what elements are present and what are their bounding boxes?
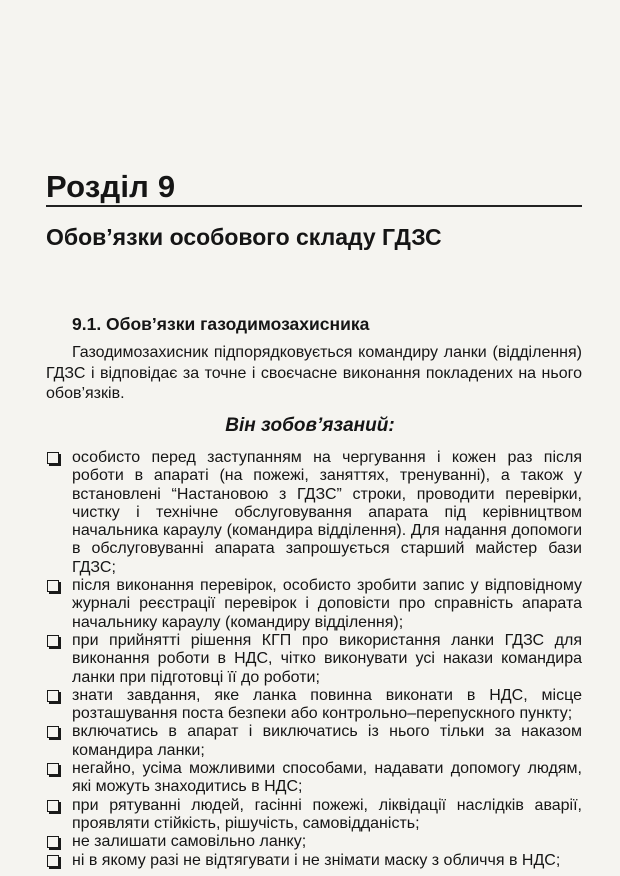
list-item-text: негайно, усіма можливими способами, надавати допомогу людям, які можуть знаходитись в НДС; xyxy=(72,760,582,796)
duties-list xyxy=(46,449,582,870)
list-item xyxy=(46,760,582,797)
list-item-text: включатись в апарат і виключатись із нього тільки за наказом командира ланки; xyxy=(72,723,582,759)
list-item xyxy=(46,852,582,870)
list-item xyxy=(46,723,582,760)
chapter-subtitle: Обов’язки особового складу ГДЗС xyxy=(46,224,442,250)
section-title: 9.1. Обов’язки газодимозахисника xyxy=(72,314,370,334)
checkbox-bullet-icon xyxy=(47,855,59,867)
checkbox-bullet-icon xyxy=(47,635,59,647)
list-item xyxy=(46,632,582,687)
list-item-text: при прийнятті рішення КГП про використання ланки ГДЗС для виконання роботи в НДС, чітко виконувати усі накази командира ланки при підготовці її до роботи; xyxy=(72,631,582,686)
list-item xyxy=(46,797,582,834)
list-item xyxy=(46,687,582,724)
checkbox-bullet-icon xyxy=(47,763,59,775)
list-item-text: особисто перед заступанням на чергування і кожен раз після роботи в апараті (на пожежі, заняттях, тренуванні), а також у встановлені “Настановою з ГДЗС” строки, проводити перевірки, чистку і технічне обслуговування апарата під керівництвом начальника караулу (командира відділення). Для надання допомоги в обслуговуванні апарата запрошується старший майстер бази ГДЗС; xyxy=(72,449,582,576)
checkbox-bullet-icon xyxy=(47,726,59,738)
checkbox-bullet-icon xyxy=(47,800,59,812)
checkbox-bullet-icon xyxy=(47,836,59,848)
list-item-text: не залишати самовільно ланку; xyxy=(72,833,307,851)
list-item-text: знати завдання, яке ланка повинна виконати в НДС, місце розташування поста безпеки або контрольно–перепускного пункту; xyxy=(72,686,582,723)
obliged-heading: Він зобов’язаний: xyxy=(225,415,395,436)
intro-paragraph: Газодимозахисник підпорядковується командиру ланки (відділення) ГДЗС і відповідає за точне і своєчасне виконання покладених на нього обов’язків. xyxy=(46,344,582,402)
list-item-text: після виконання перевірок, особисто зробити запис у відповідному журналі реєстрації перевірок і доповісти про справність апарата начальнику караулу (командиру відділення); xyxy=(72,577,582,631)
list-item-text: при рятуванні людей, гасінні пожежі, ліквідації наслідків аварії, проявляти стійкість, рішучість, самовідданість; xyxy=(72,796,582,832)
list-item-text: ні в якому разі не відтягувати і не знімати маску з обличчя в НДС; xyxy=(72,851,561,869)
list-item xyxy=(46,577,582,632)
list-item xyxy=(46,449,582,577)
checkbox-bullet-icon xyxy=(47,452,59,464)
checkbox-bullet-icon xyxy=(47,690,59,702)
list-item xyxy=(46,833,582,851)
chapter-title: Розділ 9 xyxy=(46,169,176,204)
chapter-divider xyxy=(46,205,582,207)
checkbox-bullet-icon xyxy=(47,580,59,592)
